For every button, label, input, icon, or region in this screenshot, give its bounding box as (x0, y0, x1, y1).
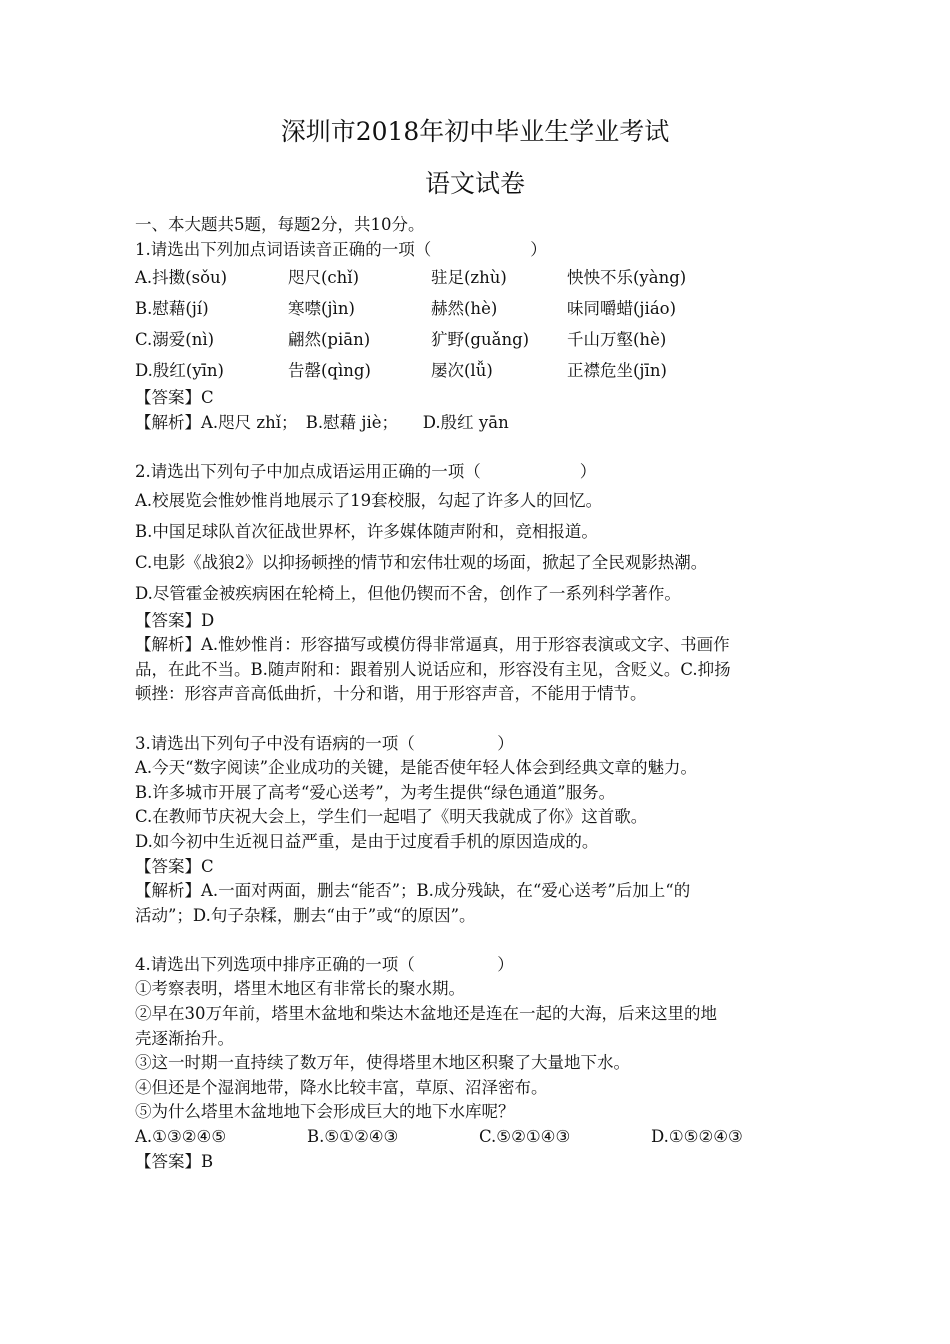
q4-sentence-2-cont: 壳逐渐抬升。 (135, 1028, 234, 1048)
q3-analysis-line: 活动”；D.句子杂糅，删去“由于”或“的原因”。 (135, 905, 476, 925)
q1-option-row (135, 293, 825, 324)
q4-option-a: A.①③②④⑤ (135, 1127, 227, 1147)
q1-a-2: 咫尺(chǐ) (288, 268, 360, 288)
q2-option-a-text: A.校展览会惟妙惟肖地展示了19套校服，勾起了许多人的回忆。 (135, 490, 603, 510)
q1-option-row (135, 262, 825, 293)
q4-option-c: C.⑤②①④③ (479, 1127, 571, 1147)
q3-option-c: C.在教师节庆祝大会上，学生们一起唱了《明天我就成了你》这首歌。 (135, 807, 648, 827)
q2-option-c (135, 547, 825, 578)
q2-option-c-text: C.电影《战狼2》以抑扬顿挫的情节和宏伟壮观的场面，掀起了全民观影热潮。 (135, 552, 708, 572)
q1-d-2: 告罄(qìng) (288, 361, 371, 381)
q1-c-2: 翩然(piān) (288, 330, 371, 350)
q2-analysis-line: 品，在此不当。B.随声附和：跟着别人说话应和，形容没有主见，含贬义。C.抑扬 (135, 659, 731, 679)
q3-option-b: B.许多城市开展了高考“爱心送考”，为考生提供“绿色通道”服务。 (135, 782, 616, 802)
q1-b-2: 寒噤(jìn) (288, 299, 355, 319)
q1-option-row (135, 355, 825, 386)
q2-analysis-line: 顿挫：形容声音高低曲折，十分和谐，用于形容声音，不能用于情节。 (135, 684, 647, 704)
q1-option-row (135, 324, 825, 355)
q4-sentence-2: ②早在30万年前，塔里木盆地和柴达木盆地还是连在一起的大海，后来这里的地 (135, 1004, 717, 1024)
q2-option-d-text: D.尽管霍金被疾病困在轮椅上，但他仍锲而不舍，创作了一系列科学著作。 (135, 583, 681, 603)
section-heading: 一、本大题共5题，每题2分，共10分。 (135, 215, 425, 234)
q2-stem: 2.请选出下列句子中加点成语运用正确的一项（ ） (135, 461, 597, 481)
q4-options-row (135, 1125, 825, 1150)
q1-c-4: 千山万壑(hè) (567, 330, 667, 350)
q1-c-1: C.溺爱(nì) (135, 330, 215, 350)
q3-option-d: D.如今初中生近视日益严重，是由于过度看手机的原因造成的。 (135, 831, 599, 851)
q2-analysis-line: 【解析】A.惟妙惟肖：形容描写或模仿得非常逼真，用于形容表演或文字、书画作 (135, 635, 730, 655)
q3-option-a: A.今天“数字阅读”企业成功的关键，是能否使年轻人体会到经典文章的魅力。 (135, 758, 698, 778)
q4-sentence-5: ⑤为什么塔里木盆地地下会形成巨大的地下水库呢？ (135, 1102, 515, 1122)
q3-analysis-line: 【解析】A.一面对两面，删去“能否”；B.成分残缺，在“爱心送考”后加上“的 (135, 881, 691, 901)
q1-c-3: 犷野(guǎng) (431, 330, 530, 350)
q2-answer: 【答案】D (135, 610, 215, 630)
q1-stem: 1.请选出下列加点词语读音正确的一项（ ） (135, 239, 547, 259)
q2-option-a (135, 485, 825, 516)
q1-d-3: 屡次(lǚ) (431, 361, 493, 381)
q1-a-3: 驻足(zhù) (431, 268, 507, 288)
q1-b-4: 味同嚼蜡(jiáo) (567, 299, 677, 319)
q2-option-b-text: B.中国足球队首次征战世界杯，许多媒体随声附和，竞相报道。 (135, 521, 598, 541)
q1-b-1: B.慰藉(jí) (135, 299, 209, 319)
q1-b-3: 赫然(hè) (431, 299, 498, 319)
q4-answer: 【答案】B (135, 1151, 214, 1171)
exam-content (135, 213, 825, 1174)
exam-subtitle: 语文试卷 (424, 169, 525, 198)
q4-sentence-4: ④但还是个湿润地带，降水比较丰富，草原、沼泽密布。 (135, 1077, 548, 1097)
q2-option-b (135, 516, 825, 547)
q3-stem: 3.请选出下列句子中没有语病的一项（ ） (135, 733, 514, 753)
q4-sentence-1: ①考察表明，塔里木地区有非常长的聚水期。 (135, 979, 465, 999)
q1-d-1: D.殷红(yīn) (135, 361, 224, 381)
q4-sentence-3: ③这一时期一直持续了数万年，使得塔里木地区积聚了大量地下水。 (135, 1053, 630, 1073)
exam-title: 深圳市2018年初中毕业生学业考试 (280, 117, 670, 146)
q1-a-1: A.抖擞(sǒu) (135, 268, 228, 288)
q3-answer: 【答案】C (135, 856, 214, 876)
q4-option-b: B.⑤①②④③ (307, 1127, 399, 1147)
q1-a-4: 怏怏不乐(yàng) (567, 268, 687, 288)
q4-stem: 4.请选出下列选项中排序正确的一项（ ） (135, 954, 514, 974)
q1-d-4: 正襟危坐(jīn) (567, 361, 667, 381)
q4-option-d: D.①⑤②④③ (651, 1127, 743, 1147)
q1-answer: 【答案】C (135, 388, 214, 408)
q2-option-d (135, 578, 825, 609)
q1-analysis: 【解析】A.咫尺 zhǐ； B.慰藉 jiè； D.殷红 yān (135, 412, 509, 432)
